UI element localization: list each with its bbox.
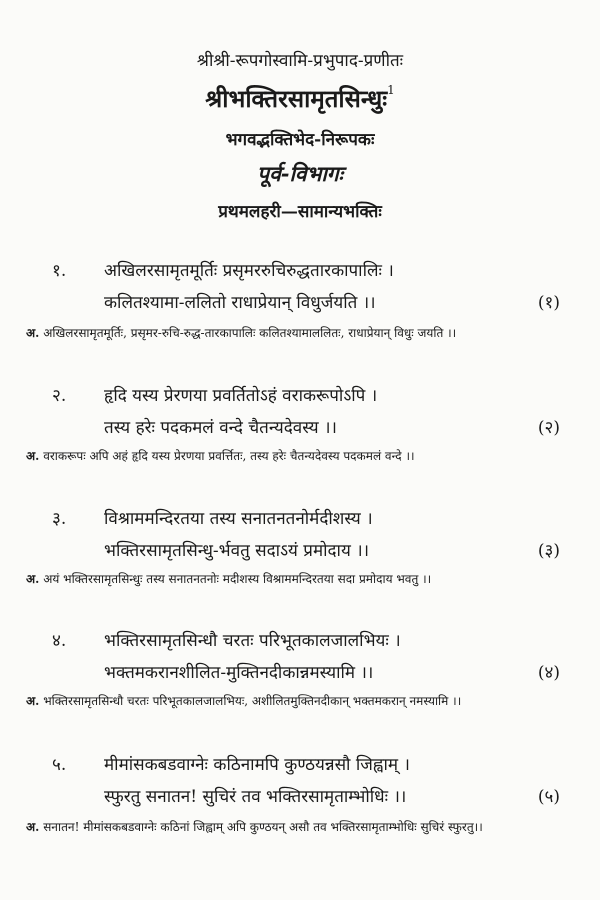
verse-line-2: कलितश्यामा-ललितो राधाप्रेयान् विधुर्जयति ।।: [104, 293, 376, 313]
verse-number: १.: [52, 261, 67, 281]
commentary-label: अ.: [26, 449, 40, 463]
title-footnote-marker: 1: [387, 83, 395, 97]
verse-reference: (१): [537, 293, 560, 313]
verse-number: ४.: [52, 631, 67, 651]
verse-commentary: [26, 322, 566, 344]
book-title-text: श्रीभक्तिरसामृतसिन्धुः: [205, 84, 388, 113]
verse-line-1: विश्राममन्दिरतया तस्य सनातनतनोर्मदीशस्य ।: [104, 509, 373, 529]
verse-reference: (५): [537, 787, 560, 807]
chapter-heading: प्रथमलहरी—सामान्यभक्तिः: [218, 202, 382, 222]
commentary-label: अ.: [26, 820, 40, 834]
verse-reference: (३): [537, 541, 560, 561]
commentary-text: अखिलरसामृतमूर्तिः, प्रसृमर-रुचि-रुद्ध-तारकापालिः कलितश्यामाललितः, राधाप्रेयान् विधुः जयति ।।: [43, 326, 457, 340]
attribution-line: श्रीश्री-रूपगोस्वामि-प्रभुपाद-प्रणीतः: [196, 51, 404, 71]
verse-commentary: [26, 568, 566, 590]
verse-line-2: तस्य हरेः पदकमलं वन्दे चैतन्यदेवस्य ।।: [104, 418, 337, 438]
commentary-text: सनातन! मीमांसकबडवाग्नेः कठिनां जिह्वाम् अपि कुण्ठयन् असौ तव भक्तिरसामृताम्भोधिः सुचिरं स्फुरतु।।: [43, 820, 483, 834]
commentary-label: अ.: [26, 326, 40, 340]
book-subtitle: भगवद्भक्तिभेद-निरूपकः: [225, 130, 375, 150]
section-heading: पूर्व-विभागः: [257, 161, 343, 186]
verse-line-2: भक्तमकरानशीलित-मुक्तिनदीकान्नमस्यामि ।।: [104, 663, 374, 683]
verse-line-1: अखिलरसामृतमूर्तिः प्रसृमररुचिरुद्धतारकापालिः ।: [104, 261, 394, 281]
commentary-text: अयं भक्तिरसामृतसिन्धुः तस्य सनातनतनोः मदीशस्य विश्राममन्दिरतया सदा प्रमोदाय भवतु ।।: [43, 572, 432, 586]
verse-reference: (२): [537, 418, 560, 438]
verse-commentary: [26, 816, 566, 838]
commentary-label: अ.: [26, 694, 40, 708]
verse-line-2: भक्तिरसामृतसिन्धु-र्भवतु सदाऽयं प्रमोदाय ।।: [104, 541, 370, 561]
verse-line-1: मीमांसकबडवाग्नेः कठिनामपि कुण्ठयन्नसौ जिह्वाम् ।: [104, 755, 410, 775]
verse-number: ३.: [52, 509, 67, 529]
verse-commentary: [26, 690, 566, 712]
verse-line-2: स्फुरतु सनातन! सुचिरं तव भक्तिरसामृताम्भोधिः ।।: [104, 787, 407, 807]
verse-number: २.: [52, 386, 67, 406]
verse-line-1: हृदि यस्य प्रेरणया प्रवर्तितोऽहं वराकरूपोऽपि ।: [104, 386, 378, 406]
commentary-label: अ.: [26, 572, 40, 586]
verse-reference: (४): [537, 663, 560, 683]
commentary-text: भक्तिरसामृतसिन्धौ चरतः परिभूतकालजालभियः, अशीलितमुक्तिनदीकान् भक्तमकरान् नमस्यामि ।।: [43, 694, 462, 708]
book-title: [0, 82, 600, 115]
verse-commentary: [26, 445, 566, 467]
verse-number: ५.: [52, 755, 67, 775]
verse-line-1: भक्तिरसामृतसिन्धौ चरतः परिभूतकालजालभियः ।: [104, 631, 401, 651]
commentary-text: वराकरूपः अपि अहं हृदि यस्य प्रेरणया प्रवर्त्तितः, तस्य हरेः चैतन्यदेवस्य पदकमलं वन्दे ।।: [43, 449, 415, 463]
